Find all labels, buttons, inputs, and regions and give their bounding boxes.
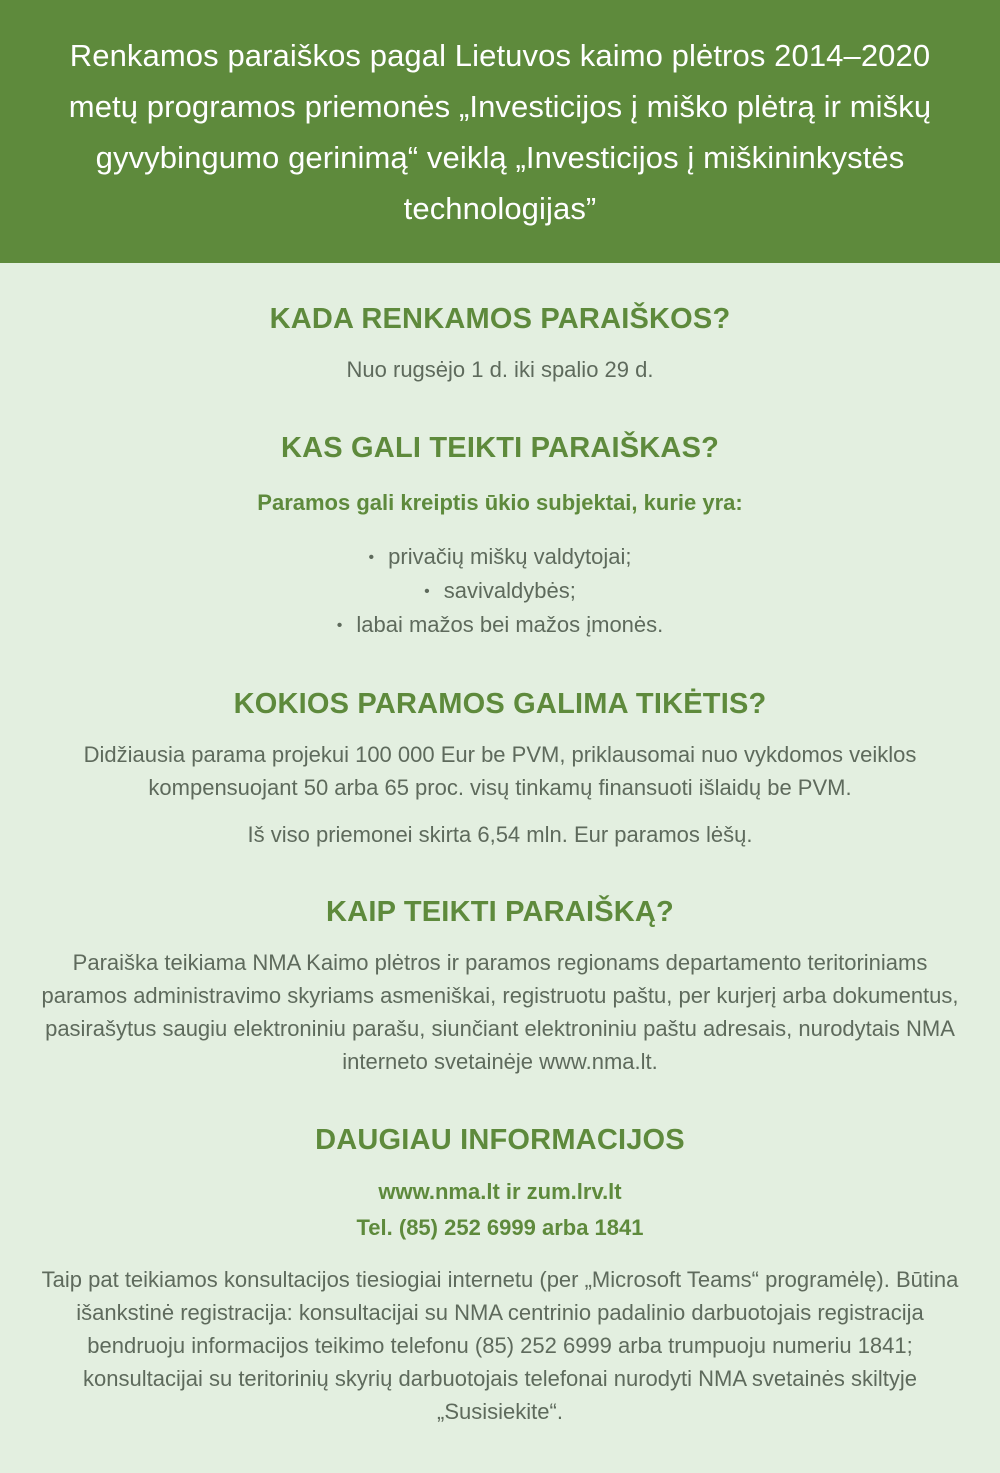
header-banner	[0, 0, 1000, 263]
section-heading-when: KADA RENKAMOS PARAIŠKOS?	[269, 303, 731, 335]
section-heading-support: KOKIOS PARAMOS GALIMA TIKĖTIS?	[233, 688, 767, 720]
section-heading-who: KAS GALI TEIKTI PARAIŠKAS?	[280, 432, 720, 464]
list-item: • privačių miškų valdytojai;	[40, 540, 960, 574]
how-text: Paraiška teikiama NMA Kaimo plėtros ir paramos regionams departamento teritoriniams paramos administravimo skyriams asmeniškai, registruotu paštu, per kurjerį arba dokumentus, pasirašytus saugiu elektroniniu parašu, siunčiant elektroniniu paštu adresais, nurodytais NMA interneto svetainėje www.nma.lt.	[41, 950, 959, 1074]
phone-numbers: Tel. (85) 252 6999 arba 1841	[356, 1215, 644, 1240]
contact-block	[40, 1174, 960, 1246]
support-text: Didžiausia parama projekui 100 000 Eur be PVM, priklausomai nuo vykdomos veiklos kompensuojant 50 arba 65 proc. visų tinkamų finansuoti išlaidų be PVM.	[83, 742, 917, 800]
who-subheading: Paramos gali kreiptis ūkio subjektai, kurie yra:	[257, 490, 743, 515]
section-how	[40, 894, 960, 1078]
when-text: Nuo rugsėjo 1 d. iki spalio 29 d.	[346, 357, 654, 382]
consultation-text: Taip pat teikiamos konsultacijos tiesiogiai internetu (per „Microsoft Teams“ programėlę). Būtina išankstinė registracija: konsultacijai su NMA centrinio padalinio darbuotojais registracija bendruoju informacijos teikimo telefonu (85) 252 6999 arba trumpuoju numeriu 1841; konsultacijai su teritorinių skyrių darbuotojais telefonai nurodyti NMA svetainės skiltyje „Susisiekite“.	[41, 1267, 959, 1424]
list-item: • labai mažos bei mažos įmonės.	[40, 608, 960, 642]
support-total-text: Iš viso priemonei skirta 6,54 mln. Eur paramos lėšų.	[247, 822, 753, 847]
section-when	[40, 301, 960, 386]
eligible-list	[40, 540, 960, 642]
main-content	[0, 301, 1000, 1428]
list-item: • savivaldybės;	[40, 574, 960, 608]
section-support	[40, 686, 960, 851]
section-heading-how: KAIP TEIKTI PARAIŠKĄ?	[326, 896, 674, 928]
section-who	[40, 430, 960, 642]
section-heading-more-info: DAUGIAU INFORMACIJOS	[315, 1124, 685, 1156]
page-title: Renkamos paraiškos pagal Lietuvos kaimo plėtros 2014–2020 metų programos priemonės „Investicijos į miško plėtrą ir miškų gyvybingumo gerinimą“ veiklą „Investicijos į miškininkystės technologijas”	[68, 37, 932, 226]
section-more-info	[40, 1122, 960, 1428]
website-links: www.nma.lt ir zum.lrv.lt	[378, 1179, 622, 1204]
